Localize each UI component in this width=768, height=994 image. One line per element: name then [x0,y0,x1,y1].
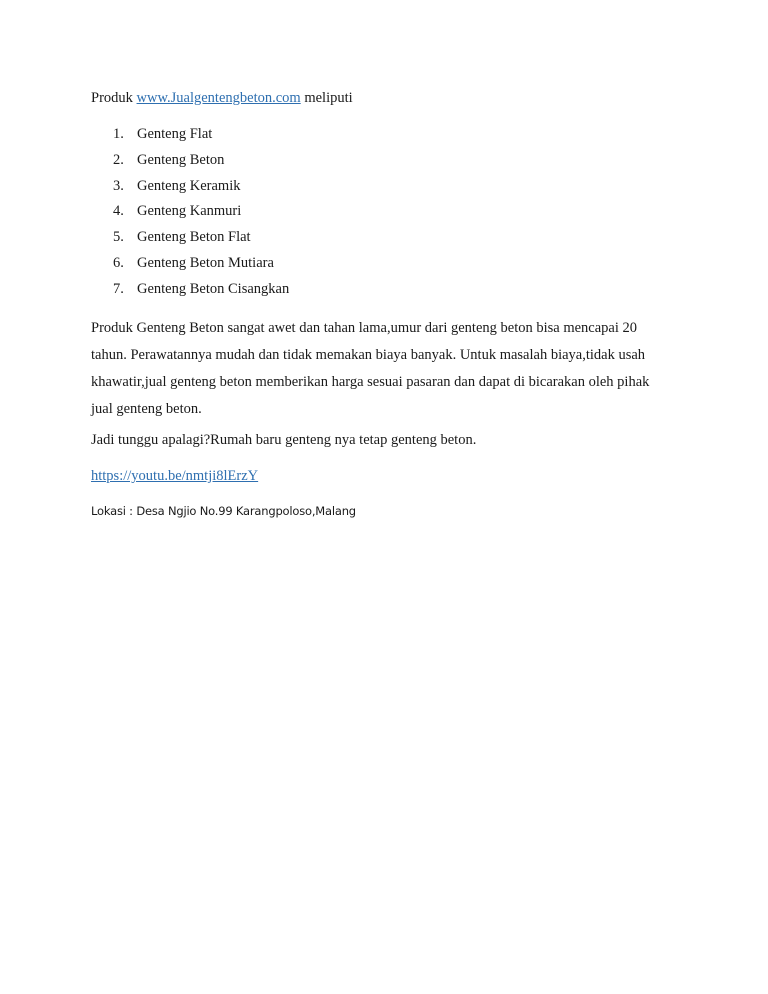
paragraph-line: Produk Genteng Beton sangat awet dan tahan lama,umur dari genteng beton bisa mencapai 20 [91,320,638,336]
youtube-link[interactable]: https://youtu.be/nmtji8lErzY [91,468,259,484]
closing-sentence: Jadi tunggu apalagi?Rumah baru genteng nya tetap genteng beton. [91,432,477,448]
description-paragraph [91,318,691,426]
intro-suffix: meliputi [304,90,353,106]
list-item-number: 6. [113,254,124,271]
list-item-label: Genteng Flat [137,126,213,142]
list-item-number: 2. [113,151,124,168]
list-item-label: Genteng Beton Mutiara [137,254,274,271]
list-item-label: Genteng Beton Cisangkan [137,280,290,297]
list-item-number: 3. [113,177,124,194]
location-text: Lokasi : Desa Ngjio No.99 Karangpoloso,Malang [91,504,356,518]
list-item-number: 5. [113,229,124,246]
paragraph-line: tahun. Perawatannya mudah dan tidak memakan biaya banyak. Untuk masalah biaya,tidak usah [91,347,646,363]
intro-prefix: Produk [91,90,133,106]
paragraph-line: khawatir,jual genteng beton memberikan harga sesuai pasaran dan dapat di bicarakan oleh pihak [91,374,650,390]
list-item-label: Genteng Beton [137,151,225,168]
website-link[interactable]: www.Jualgentengbeton.com [136,90,301,106]
list-item-label: Genteng Beton Flat [137,229,251,246]
list-item-label: Genteng Keramik [137,177,241,194]
list-item-number: 7. [113,280,124,297]
paragraph-line: jual genteng beton. [91,401,202,417]
list-item-label: Genteng Kanmuri [137,203,242,220]
list-item-number: 4. [113,203,124,220]
intro-line [91,90,353,107]
list-item-number: 1. [113,126,124,142]
